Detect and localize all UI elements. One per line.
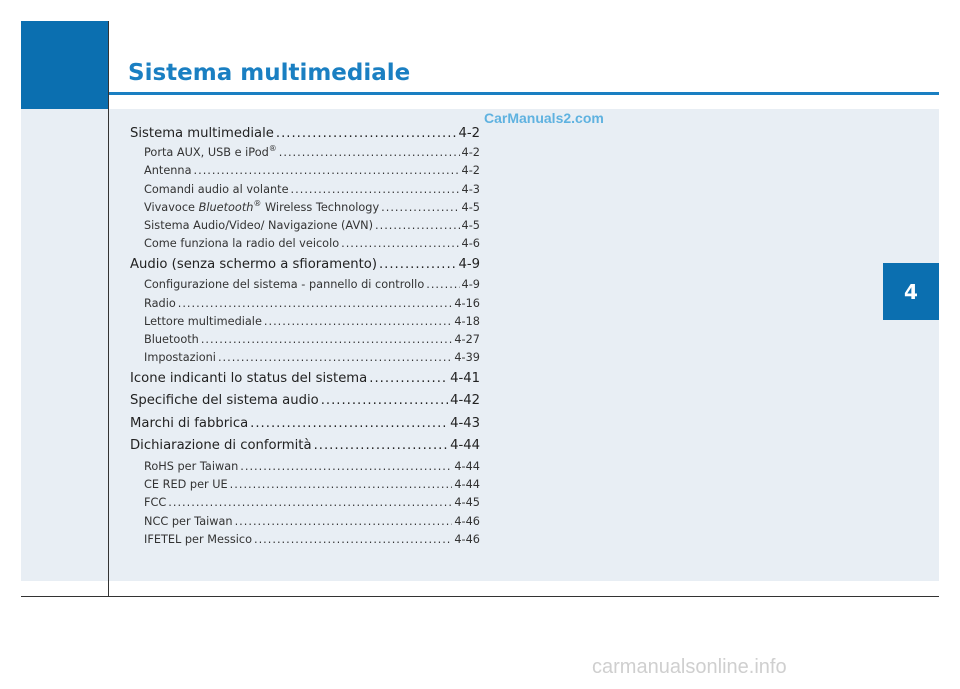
toc-section-entry[interactable] (130, 254, 480, 277)
toc-subsection-entry[interactable] (130, 181, 480, 199)
corner-color-block (21, 21, 109, 109)
toc-entry-label: IFETEL per Messico (144, 532, 252, 546)
toc-subsection-entry[interactable] (130, 513, 480, 531)
toc-dot-leader (201, 331, 453, 349)
toc-section-entry[interactable] (130, 124, 480, 144)
toc-dot-leader (381, 199, 459, 217)
toc-subsection-entry[interactable] (130, 235, 480, 253)
toc-dot-leader (168, 494, 452, 512)
toc-subsection-entry[interactable] (130, 531, 480, 549)
chapter-tab[interactable]: 4 (883, 263, 939, 320)
toc-entry-label: Audio (senza schermo a sfioramento) (130, 256, 377, 272)
toc-page-number: 4-46 (454, 532, 480, 546)
toc-dot-leader (379, 254, 456, 277)
toc-subsection-entry[interactable] (130, 349, 480, 367)
toc-page-number: 4-16 (454, 296, 480, 310)
toc-entry-label: Icone indicanti lo status del sistema (130, 370, 368, 386)
toc-subsection-entry[interactable] (130, 295, 480, 313)
toc-page-number: 4-44 (450, 438, 480, 454)
toc-page-number: 4-2 (458, 126, 480, 141)
toc-page-number: 4-18 (454, 314, 480, 328)
toc-entry-label: Comandi audio al volante (144, 182, 289, 196)
toc-subsection-entry[interactable] (130, 162, 480, 180)
toc-subsection-entry[interactable] (130, 276, 480, 294)
toc-page-number: 4-46 (454, 514, 480, 528)
toc-entry-label: Come funziona la radio del veicolo (144, 237, 340, 251)
toc-dot-leader (341, 235, 459, 253)
page-title: Sistema multimediale (128, 60, 411, 86)
toc-entry-label: Specifiche del sistema audio (130, 393, 319, 409)
toc-dot-leader (218, 349, 452, 367)
toc-section-entry[interactable] (130, 368, 480, 391)
title-underline (109, 92, 939, 95)
toc-section-entry[interactable] (130, 390, 480, 413)
toc-subsection-entry[interactable] (130, 476, 480, 494)
toc-dot-leader (314, 435, 449, 458)
toc-dot-leader (264, 313, 452, 331)
toc-entry-label: Bluetooth (144, 333, 199, 347)
toc-page-number: 4-27 (454, 333, 480, 347)
toc-entry-label: CE RED per UE (144, 478, 228, 492)
toc-entry-label: Lettore multimediale (144, 314, 262, 328)
bottom-watermark: carmanualsonline.info (592, 656, 787, 678)
toc-entry-label: Dichiarazione di conformità (130, 438, 312, 454)
toc-dot-leader (279, 144, 460, 162)
toc-page-number: 4-42 (450, 393, 480, 409)
toc-page-number: 4-41 (450, 370, 480, 386)
toc-subsection-entry[interactable] (130, 199, 480, 217)
toc-entry-label: Impostazioni (144, 351, 216, 365)
toc-entry-label: Marchi di fabbrica (130, 415, 249, 431)
toc-page-number: 4-5 (461, 200, 480, 214)
toc-page-number: 4-3 (461, 182, 480, 196)
toc-entry-label: Porta AUX, USB e iPod® (144, 144, 277, 159)
toc-entry-label: Radio (144, 296, 176, 310)
toc-page-number: 4-44 (454, 478, 480, 492)
toc-dot-leader (291, 181, 460, 199)
toc-section-entry[interactable] (130, 413, 480, 436)
toc-entry-label: Antenna (144, 164, 192, 178)
toc-dot-leader (375, 217, 460, 235)
toc-page-number: 4-6 (461, 237, 480, 251)
toc-dot-leader (235, 513, 453, 531)
toc-dot-leader (369, 368, 448, 391)
top-watermark: CarManuals2.com (484, 110, 604, 126)
toc-subsection-entry[interactable] (130, 458, 480, 476)
toc-dot-leader (194, 162, 460, 180)
toc-dot-leader (426, 276, 459, 294)
toc-entry-label: NCC per Taiwan (144, 514, 233, 528)
toc-dot-leader (178, 295, 453, 313)
toc-entry-label: Configurazione del sistema - pannello di controllo (144, 278, 425, 292)
toc-subsection-entry[interactable] (130, 331, 480, 349)
toc-subsection-entry[interactable] (130, 144, 480, 162)
toc-dot-leader (254, 531, 452, 549)
toc-entry-label: Sistema multimediale (130, 126, 274, 141)
toc-dot-leader (250, 413, 448, 436)
toc-subsection-entry[interactable] (130, 494, 480, 512)
toc-page-number: 4-9 (458, 256, 480, 272)
toc-dot-leader (230, 476, 453, 494)
toc-page-number: 4-43 (450, 415, 480, 431)
toc-section-entry[interactable] (130, 435, 480, 458)
toc-dot-leader (240, 458, 452, 476)
toc-subsection-entry[interactable] (130, 313, 480, 331)
toc-subsection-entry[interactable] (130, 217, 480, 235)
toc-page-number: 4-44 (454, 459, 480, 473)
toc-dot-leader (321, 390, 448, 413)
toc-dot-leader (276, 124, 457, 144)
toc-entry-label: RoHS per Taiwan (144, 459, 239, 473)
toc-page-number: 4-2 (461, 164, 480, 178)
table-of-contents (130, 124, 480, 549)
margin-vertical-rule (108, 21, 109, 597)
toc-entry-label: Vivavoce Bluetooth® Wireless Technology (144, 199, 380, 214)
toc-entry-label: Sistema Audio/Video/ Navigazione (AVN) (144, 219, 374, 233)
toc-page-number: 4-5 (461, 219, 480, 233)
toc-page-number: 4-9 (461, 278, 480, 292)
toc-page-number: 4-39 (454, 351, 480, 365)
toc-entry-label: FCC (144, 496, 167, 510)
toc-page-number: 4-2 (461, 146, 480, 159)
toc-page-number: 4-45 (454, 496, 480, 510)
bottom-horizontal-rule (21, 596, 939, 597)
